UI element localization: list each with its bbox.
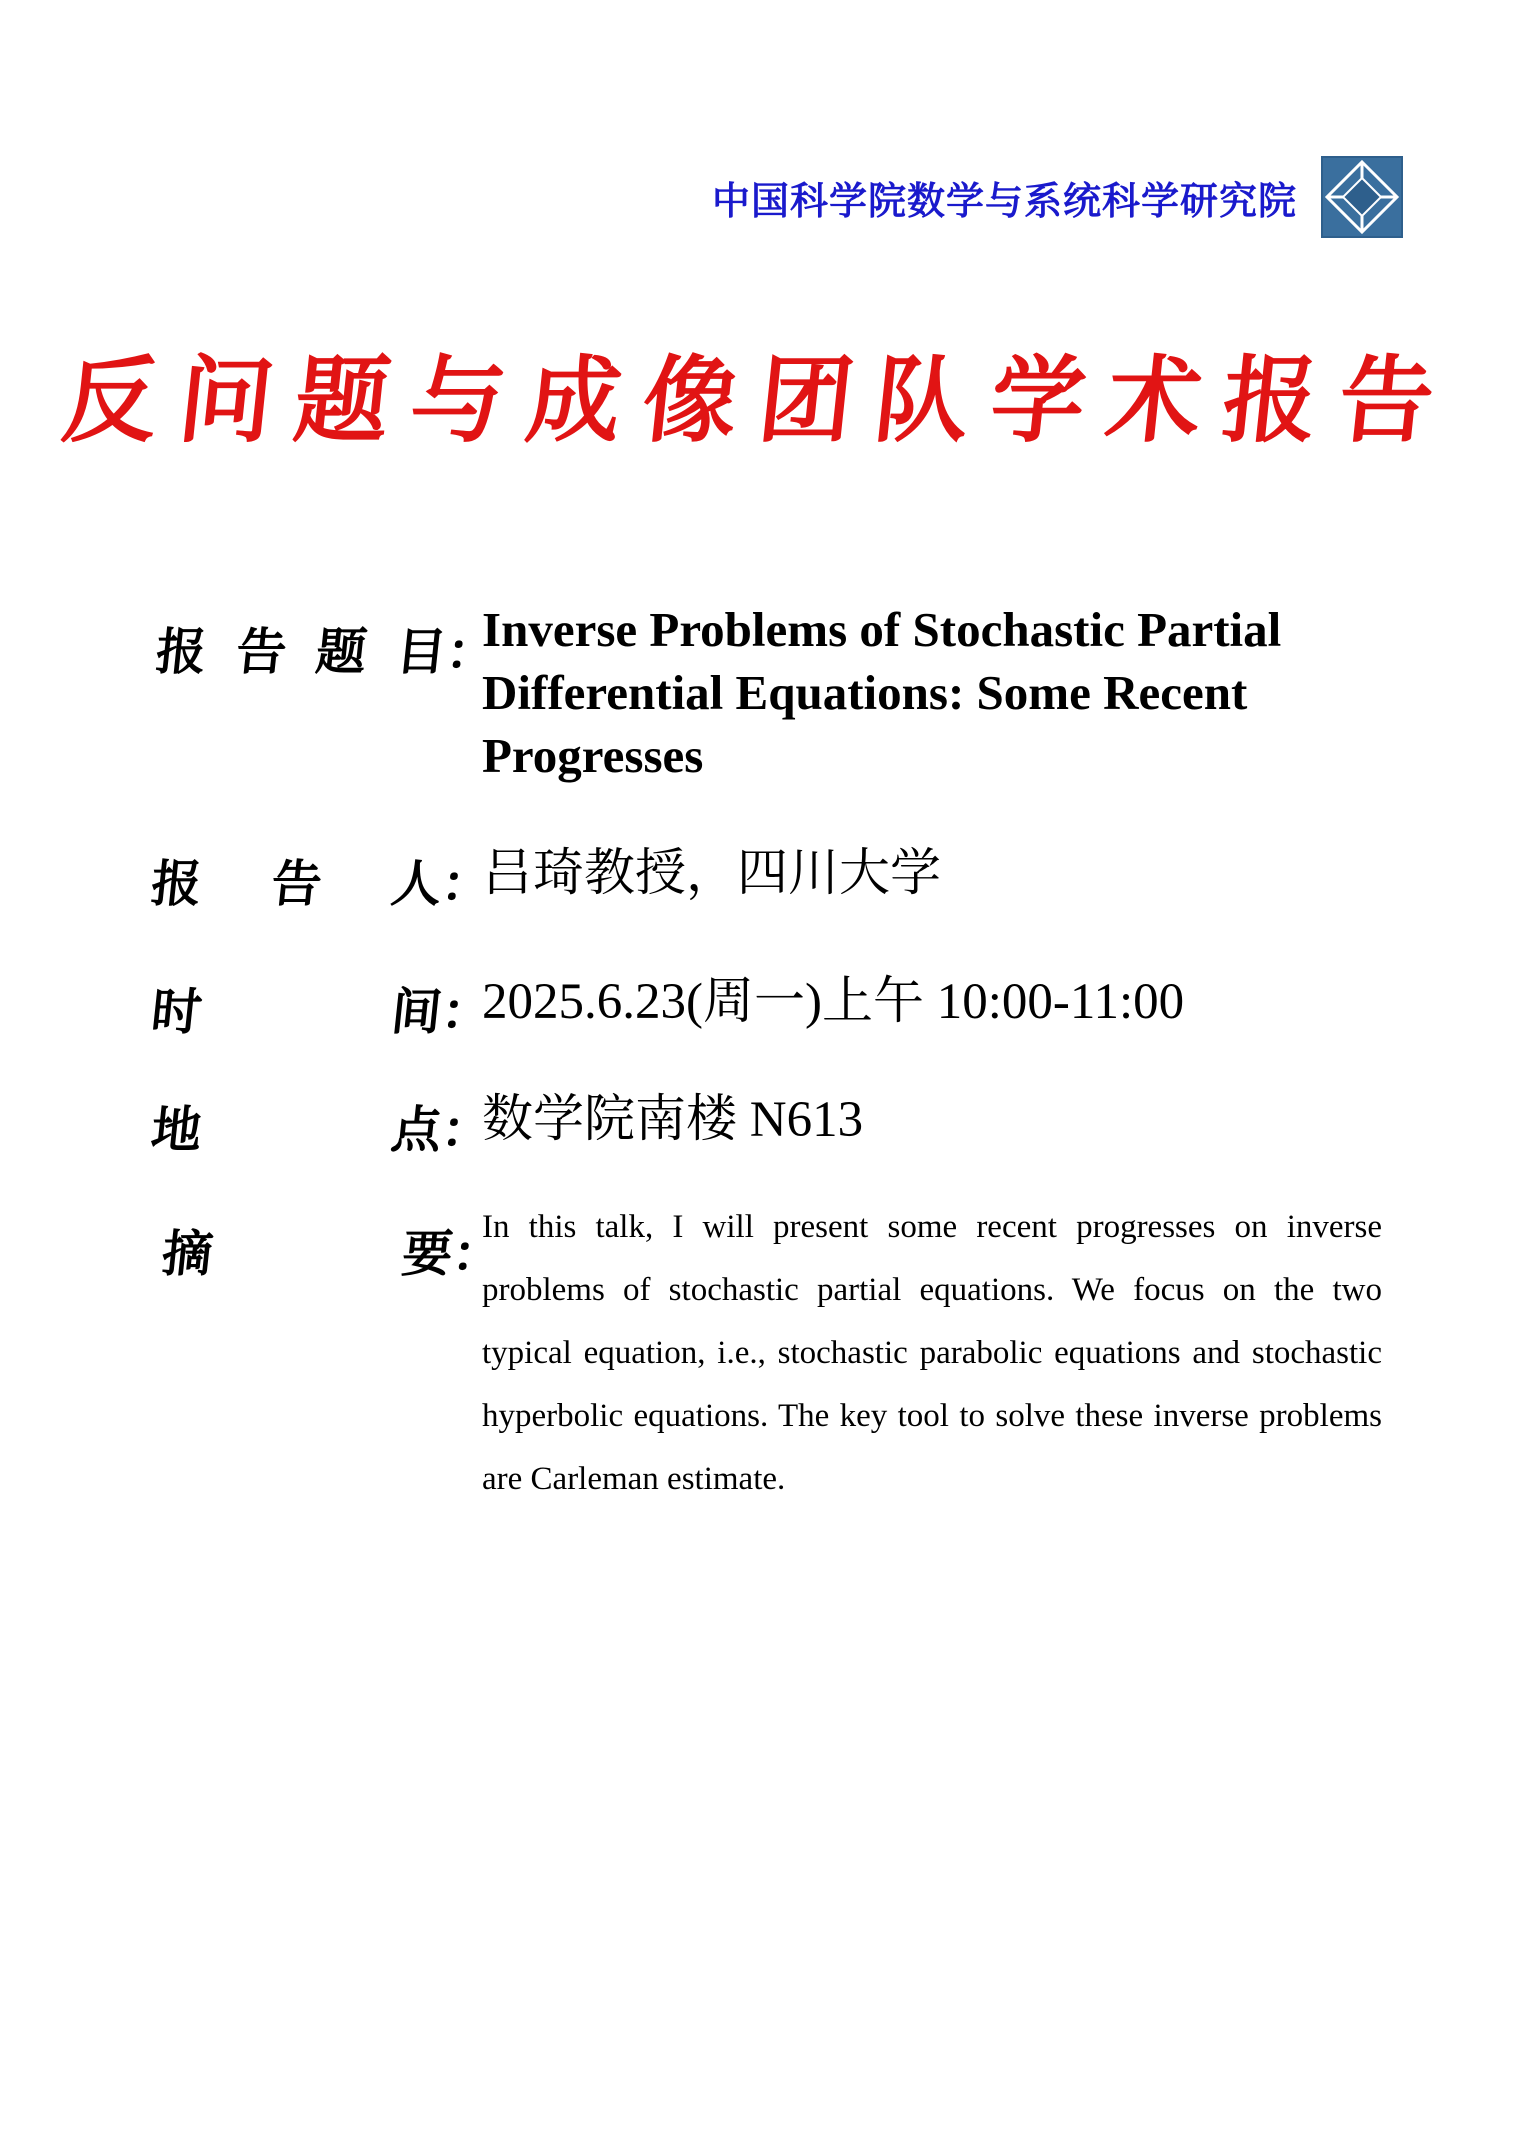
time-value: 2025.6.23(周一)上午 10:00-11:00: [482, 974, 1185, 1030]
header: [712, 152, 1403, 242]
label-char: 告: [268, 854, 325, 913]
amss-logo-icon: [1321, 156, 1403, 238]
label-char: 目: [393, 622, 450, 681]
location-row: [148, 1090, 1382, 1162]
label-colon: ：: [449, 1224, 506, 1283]
label-char: 间: [388, 982, 445, 1041]
label-colon: ：: [438, 982, 495, 1041]
time-label: [148, 972, 495, 1044]
label-char: 人: [388, 854, 445, 913]
main-title: 反问题与成像团队学术报告: [57, 346, 1461, 456]
label-char: 点: [388, 1100, 445, 1159]
location-label: [148, 1090, 495, 1162]
speaker-label: [148, 844, 495, 916]
abstract-label: [135, 1196, 506, 1511]
label-char: 地: [148, 1100, 205, 1159]
label-colon: ：: [438, 1100, 495, 1159]
label-char: 时: [148, 982, 205, 1041]
label-char: 题: [313, 622, 370, 681]
speaker-value: 吕琦教授，四川大学: [482, 846, 942, 902]
time-row: [148, 972, 1382, 1044]
speaker-row: [148, 844, 1382, 916]
label-char: 告: [233, 622, 290, 681]
label-char: 要: [399, 1224, 456, 1283]
topic-label: [142, 598, 500, 787]
location-value: 数学院南楼 N613: [482, 1092, 864, 1148]
topic-value: Inverse Problems of Stochastic Partial Differential Equations: Some Recent Progresses: [482, 602, 1282, 783]
label-char: 摘: [159, 1224, 216, 1283]
label-char: 报: [148, 854, 205, 913]
label-colon: ：: [438, 854, 495, 913]
abstract-value: In this talk, I will present some recent progresses on inverse problems of stochastic partial equations. We focus on the two typical equation, i.e., stochastic parabolic equations and stochastic hyperbolic equations. The key tool to solve these inverse problems are Carleman estimate.: [482, 1209, 1382, 1497]
institute-name: 中国科学院数学与系统科学研究院: [711, 178, 1297, 223]
label-char: 报: [153, 622, 210, 681]
abstract-row: [152, 1196, 1382, 1511]
label-colon: ：: [443, 622, 500, 681]
topic-row: [152, 598, 1382, 787]
